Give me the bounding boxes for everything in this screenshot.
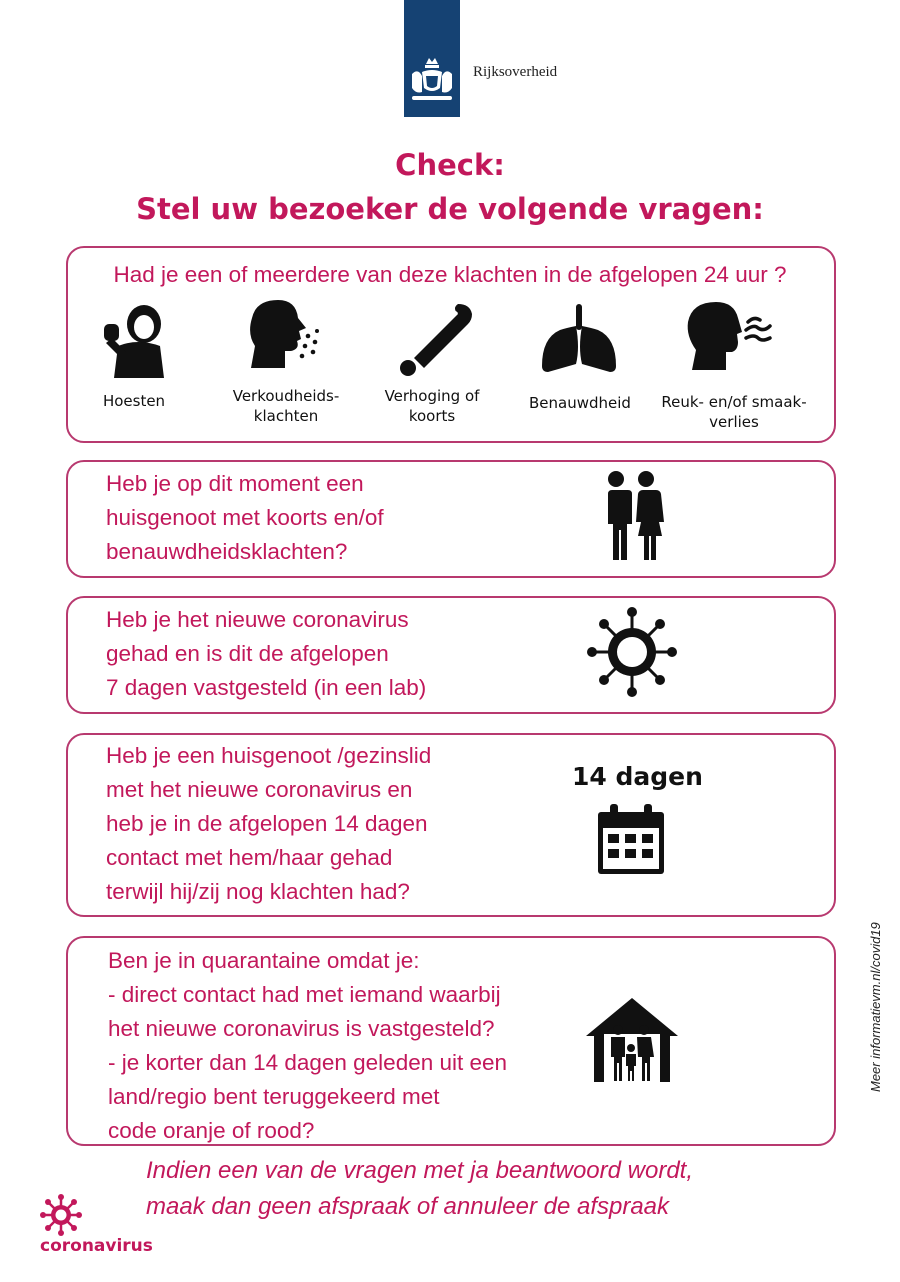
question-text-had-virus — [106, 603, 426, 705]
symptom-label-line: Hoesten — [102, 392, 166, 410]
smelling-head-icon — [684, 300, 774, 370]
question-line: huisgenoot met koorts en/of — [106, 505, 384, 530]
question-line: - je korter dan 14 dagen geleden uit een — [108, 1050, 508, 1075]
question-line: Had je een of meerdere van deze klachten in de afgelopen 24 uur ? — [113, 262, 787, 287]
question-line: Ben je in quarantaine omdat je: — [108, 948, 420, 973]
coronavirus-brand-label: coronavirus — [40, 1236, 153, 1256]
symptom-label-line: klachten — [253, 407, 319, 425]
symptom-label-smell-taste-loss — [648, 392, 820, 432]
page-title-check: Check: — [395, 148, 505, 182]
question-line: land/regio bent teruggekeerd met — [108, 1084, 440, 1109]
org-name: Rijksoverheid — [473, 64, 558, 80]
question-line: benauwdheidsklachten? — [106, 539, 348, 564]
question-line: heb je in de afgelopen 14 dagen — [106, 811, 428, 836]
footer-line-2: maak dan geen afspraak of annuleer de afspraak — [146, 1193, 670, 1220]
symptom-label-fever — [364, 386, 500, 426]
symptom-label-line: verlies — [709, 413, 759, 431]
question-text-infected-housemate — [106, 739, 431, 909]
calendar-icon — [596, 804, 666, 876]
question-line: terwijl hij/zij nog klachten had? — [106, 879, 410, 904]
footer-line-1: Indien een van de vragen met ja beantwoord wordt, — [146, 1157, 694, 1184]
question-line: Heb je het nieuwe coronavirus — [106, 607, 409, 632]
symptom-label-line: Reuk- en/of smaak- — [661, 393, 807, 411]
symptom-label-cough — [74, 391, 194, 411]
symptom-label-line: Verkoudheids- — [232, 387, 340, 405]
question-line: met het nieuwe coronavirus en — [106, 777, 413, 802]
question-text-quarantine — [108, 944, 507, 1148]
virus-icon — [584, 604, 680, 700]
coughing-person-icon — [100, 302, 168, 378]
question-text-housemate — [106, 467, 384, 569]
symptom-label-line: Benauwdheid — [529, 394, 631, 412]
question-line: gehad en is dit de afgelopen — [106, 641, 389, 666]
question-line: het nieuwe coronavirus is vastgesteld? — [108, 1016, 495, 1041]
question-line: code oranje of rood? — [108, 1118, 315, 1143]
lungs-icon — [540, 304, 618, 372]
question-line: - direct contact had met iemand waarbij — [108, 982, 501, 1007]
question-text-symptoms — [0, 258, 900, 292]
question-line: Heb je op dit moment een — [106, 471, 364, 496]
rijksoverheid-logo-bar — [404, 0, 460, 117]
coat-of-arms-icon — [404, 0, 460, 117]
symptom-label-cold — [212, 386, 360, 426]
symptom-label-line: Verhoging of — [384, 387, 480, 405]
side-url-note: Meer informatievm.nl/covid19 — [868, 922, 883, 1092]
question-line: Heb je een huisgenoot /gezinslid — [106, 743, 432, 768]
thermometer-icon — [396, 300, 476, 380]
sneezing-head-icon — [246, 298, 322, 368]
question-line: contact met hem/haar gehad — [106, 845, 393, 870]
two-people-icon — [598, 470, 666, 560]
coronavirus-logo-icon — [40, 1194, 82, 1236]
page-title-subtitle: Stel uw bezoeker de volgende vragen: — [136, 192, 764, 226]
symptom-label-line: koorts — [408, 407, 456, 425]
question-line: 7 dagen vastgesteld (in een lab) — [106, 675, 427, 700]
symptom-label-shortness-of-breath — [512, 393, 648, 413]
fourteen-days-label: 14 dagen — [572, 762, 703, 791]
family-house-icon — [584, 996, 680, 1084]
